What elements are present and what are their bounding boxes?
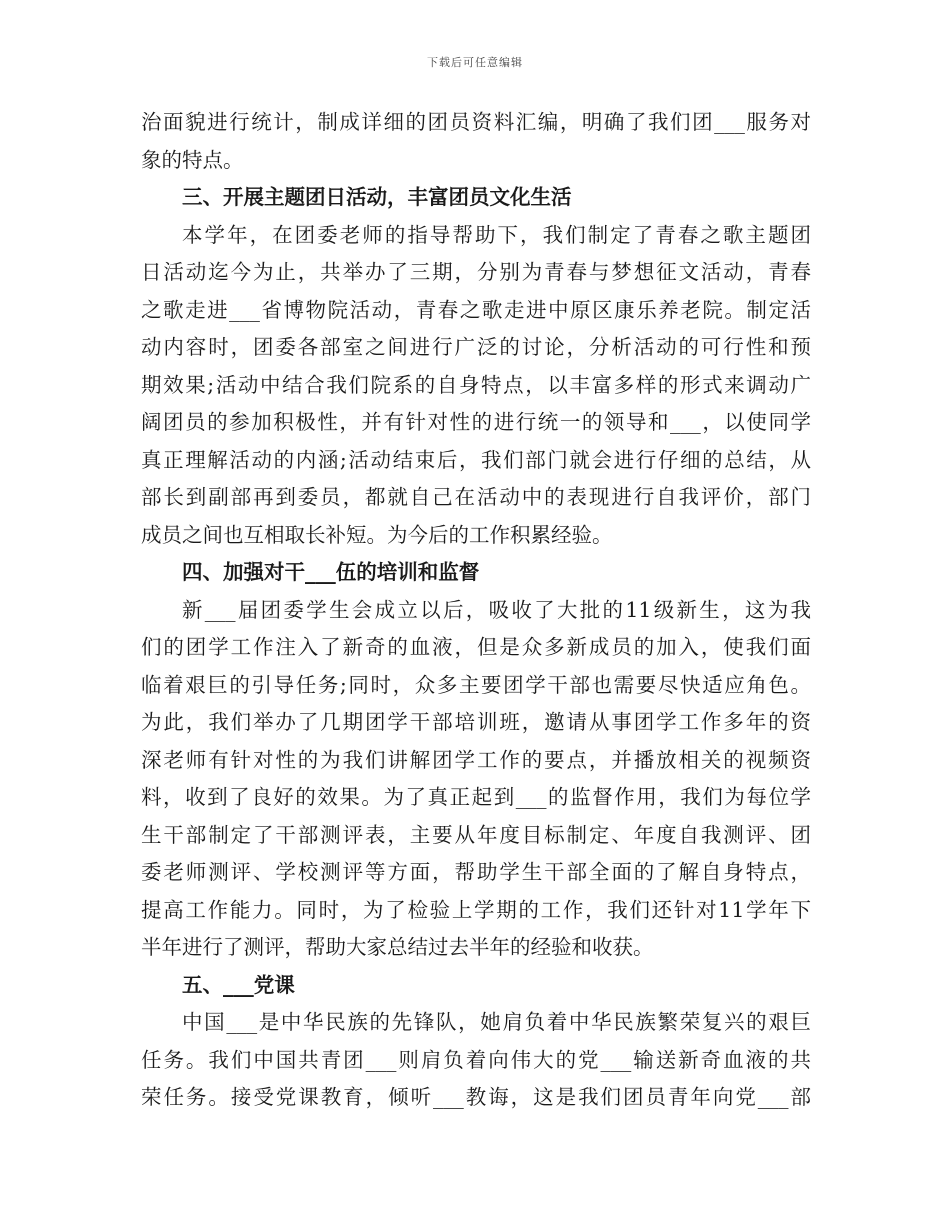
- paragraph-line: 为此，我们举办了几期团学干部培训班，邀请从事团学工作多年的资: [141, 710, 811, 734]
- paragraph-line: 委老师测评、学校测评等方面，帮助学生干部全面的了解自身特点，: [141, 860, 811, 884]
- section-heading: 三、开展主题团日活动，丰富团员文化生活: [182, 185, 572, 209]
- paragraph-line: 半年进行了测评，帮助大家总结过去半年的经验和收获。: [141, 935, 654, 959]
- paragraph-line: 成员之间也互相取长补短。为今后的工作积累经验。: [141, 522, 613, 547]
- paragraph-line: 任务。我们中国共青团___则肩负着向伟大的党___输送新奇血液的共: [141, 1047, 811, 1072]
- paragraph-line: 之歌走进___省博物院活动，青春之歌走进中原区康乐养老院。制定活: [141, 297, 811, 322]
- paragraph-line: 料，收到了良好的效果。为了真正起到___的监督作用，我们为每位学: [141, 785, 811, 809]
- paragraph-line: 动内容时，团委各部室之间进行广泛的讨论，分析活动的可行性和预: [141, 335, 811, 359]
- paragraph-line: 本学年，在团委老师的指导帮助下，我们制定了青春之歌主题团: [182, 222, 811, 247]
- paragraph-line: 治面貌进行统计，制成详细的团员资料汇编，明确了我们团___服务对: [141, 110, 811, 134]
- document-body: [141, 104, 811, 1117]
- paragraph-line: 象的特点。: [141, 147, 244, 172]
- paragraph-line: 生干部制定了干部测评表，主要从年度目标制定、年度自我测评、团: [141, 822, 811, 847]
- paragraph-line: 日活动迄今为止，共举办了三期，分别为青春与梦想征文活动，青春: [141, 260, 811, 284]
- paragraph-line: 临着艰巨的引导任务;同时，众多主要团学干部也需要尽快适应角色。: [141, 672, 811, 697]
- paragraph-line: 中国___是中华民族的先锋队，她肩负着中华民族繁荣复兴的艰巨: [182, 1010, 811, 1034]
- page-header: 下载后可任意编辑: [427, 56, 523, 69]
- paragraph-line: 荣任务。接受党课教育，倾听___教诲，这是我们团员青年向党___部: [141, 1085, 811, 1109]
- section-heading: 五、___党课: [182, 972, 295, 997]
- paragraph-line: 提高工作能力。同时，为了检验上学期的工作，我们还针对11学年下: [141, 897, 811, 922]
- section-heading: 四、加强对干___伍的培训和监督: [182, 560, 480, 584]
- paragraph-line: 阔团员的参加积极性，并有针对性的进行统一的领导和___，以使同学: [141, 410, 811, 434]
- paragraph-line: 部长到副部再到委员，都就自己在活动中的表现进行自我评价，部门: [141, 485, 811, 509]
- paragraph-line: 新___届团委学生会成立以后，吸收了大批的11级新生，这为我: [182, 597, 811, 622]
- paragraph-line: 深老师有针对性的为我们讲解团学工作的要点，并播放相关的视频资: [141, 747, 811, 772]
- paragraph-line: 期效果;活动中结合我们院系的自身特点，以丰富多样的形式来调动广: [141, 372, 811, 397]
- paragraph-line: 们的团学工作注入了新奇的血液，但是众多新成员的加入，使我们面: [141, 635, 811, 659]
- paragraph-line: 真正理解活动的内涵;活动结束后，我们部门就会进行仔细的总结，从: [141, 447, 811, 472]
